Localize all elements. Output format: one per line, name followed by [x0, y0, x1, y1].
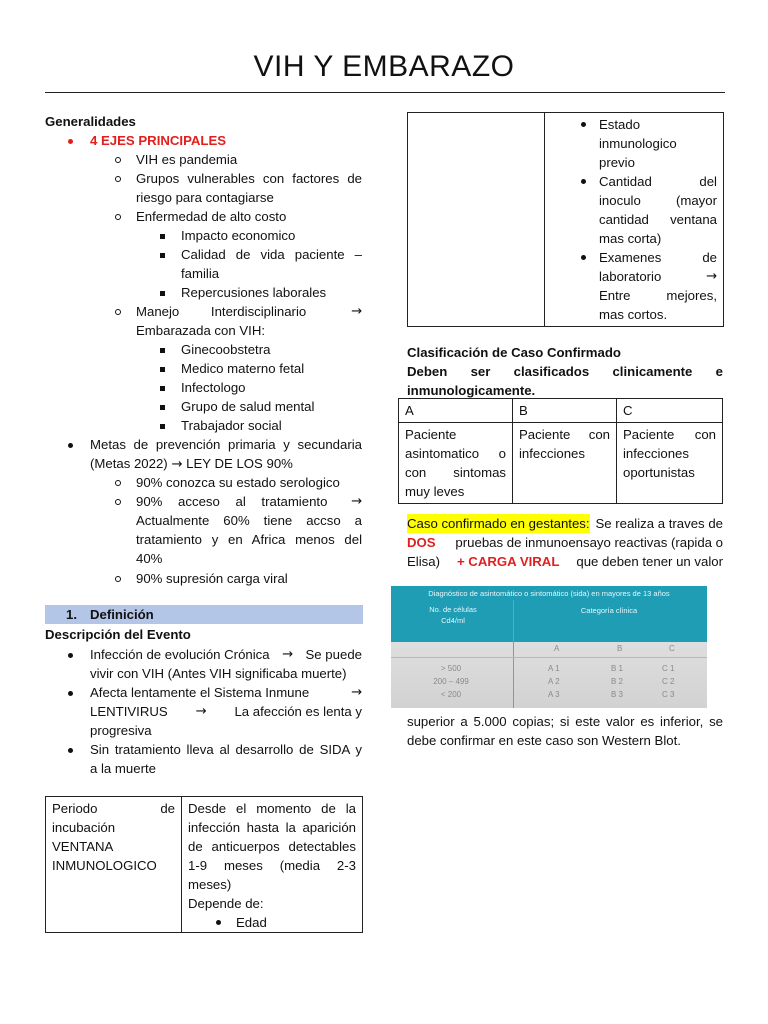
caso-l2-rest: pruebas de inmunoensayo reactivas (rapida o: [455, 535, 723, 550]
figure-cell: C 2: [662, 677, 675, 686]
metas-line-1: Metas de prevención primaria y secundaria: [90, 437, 362, 452]
costo-item-2b: familia: [181, 266, 220, 281]
caso-line-3: [407, 552, 723, 571]
figure-cell: A 1: [548, 664, 560, 673]
definicion-heading: Definición: [90, 607, 154, 622]
generalidades-heading: Generalidades: [45, 114, 136, 129]
metas-year: (Metas 2022): [90, 456, 168, 471]
bullet-circle: [114, 570, 122, 585]
figure-col1-header: [403, 604, 503, 626]
cell-a: [399, 423, 513, 504]
cell-c: [617, 423, 723, 504]
title-rule: [45, 92, 725, 93]
periodo-label-1: Periodo de: [52, 801, 175, 816]
factor-2-l2: inoculo (mayor: [599, 193, 717, 208]
def-b1-text: Infección de evolución Crónica: [90, 647, 270, 662]
arrow-icon: →: [350, 685, 362, 700]
def-b3-line-1: Sin tratamiento lleva al desarrollo de SIDA y: [90, 742, 362, 757]
def-b3-line-2: a la muerte: [90, 761, 156, 776]
def-b1-text-2: Se puede: [305, 647, 362, 662]
arrow-icon: →: [282, 647, 294, 662]
periodo-bullet-edad: [188, 913, 356, 932]
edad-text: Edad: [236, 915, 267, 930]
bullet-square: [158, 417, 166, 432]
caso-carga-viral: + CARGA VIRAL: [456, 554, 560, 569]
factor-3-l4: mas cortos.: [599, 307, 668, 322]
bullet-square: [158, 246, 166, 261]
bullet-square: [158, 360, 166, 375]
arrow-icon: →: [350, 304, 362, 319]
figure-col1-h2: Cd4/ml: [441, 616, 465, 625]
caso-dos: DOS: [407, 535, 436, 550]
arrow-icon: →: [171, 457, 183, 472]
factor-1-l2: inmunologico: [599, 136, 677, 151]
cell-b-1: Paciente con: [519, 427, 610, 442]
factor-estado: [551, 115, 717, 172]
meta-1: 90% conozca su estado serologico: [136, 475, 340, 490]
factor-2-l1: Cantidad del: [599, 174, 717, 189]
manejo-text: Manejo Interdisciplinario: [136, 304, 307, 319]
caso-l1-rest: Se realiza a traves de: [595, 516, 723, 531]
bullet-circle: [114, 303, 122, 318]
manejo-item-1: Ginecoobstetra: [181, 342, 271, 357]
figure-range: < 200: [440, 690, 462, 699]
alto-costo: Enfermedad de alto costo: [136, 209, 287, 224]
meta-2-line-1: [136, 492, 362, 511]
bullet-dot: [581, 179, 586, 184]
def-b2-line-2: [90, 702, 362, 721]
continued-table: [407, 112, 724, 327]
ley-90: LEY DE LOS 90%: [186, 456, 293, 471]
periodo-desc-cell: [182, 797, 363, 933]
header-b: B: [513, 399, 617, 423]
factor-1-l1: Estado: [599, 117, 641, 132]
figure-title: Diagnóstico de asintomático o sintomático (sida) en mayores de 13 años: [428, 589, 670, 598]
factor-2-l3: cantidad ventana: [599, 212, 717, 227]
bullet-dot: [581, 122, 586, 127]
periodo-desc-3: de anticuerpos detectables: [188, 839, 356, 854]
caso-line-2: [407, 533, 723, 552]
caso-line-1: [407, 514, 723, 533]
meta-2-line-3: tratamiento y en Africa menos del: [136, 532, 362, 547]
cell-c-1: Paciente con: [623, 427, 716, 442]
header-a: A: [399, 399, 513, 423]
section-number: 1.: [66, 607, 77, 622]
bullet-circle: [114, 170, 122, 185]
def-b2-line-3: progresiva: [90, 723, 152, 738]
def-b1-line-2: vivir con VIH (Antes VIH significaba muerte): [90, 666, 347, 681]
def-b2-line-1: [90, 683, 362, 702]
cell-a-4: muy leves: [405, 484, 465, 499]
meta-2-text: 90% acceso al tratamiento: [136, 494, 328, 509]
caso-after-2: debe confirmar en este caso son Western Blot.: [407, 733, 681, 748]
bullet-dot: [66, 684, 74, 699]
bullet-dot: [66, 646, 74, 661]
cell-c-2: infecciones: [623, 446, 689, 461]
document-title: VIH Y EMBARAZO: [253, 50, 515, 83]
factor-1-l3: previo: [599, 155, 635, 170]
periodo-table: [45, 796, 363, 933]
clasificacion-table: [398, 398, 723, 504]
clasificacion-sub-2: inmunologicamente.: [407, 383, 536, 398]
bullet-square: [158, 227, 166, 242]
figure-cat-a: A: [554, 644, 560, 653]
periodo-label-cell: [46, 797, 182, 933]
figure-cell: B 1: [611, 664, 624, 673]
meta-2-line-2: Actualmente 60% tiene accso a: [136, 513, 362, 528]
def-b1-line-1: [90, 645, 362, 664]
figure-cell: C 1: [662, 664, 675, 673]
periodo-label-4: INMUNOLOGICO: [52, 858, 157, 873]
caso-highlight: Caso confirmado en gestantes:: [407, 516, 590, 531]
cd4-classification-figure: [391, 586, 707, 708]
clasificacion-sub-1: Deben ser clasificados clinicamente e: [407, 364, 723, 379]
continued-empty-cell: [408, 113, 545, 327]
bullet-circle: [114, 493, 122, 508]
figure-divider: [513, 600, 514, 708]
periodo-label-2: incubación: [52, 820, 116, 835]
bullet-dot: [581, 255, 586, 260]
costo-item-1: Impacto economico: [181, 228, 296, 243]
header-c: C: [617, 399, 723, 423]
figure-col1-h1: No. de células: [429, 605, 477, 614]
manejo-line-2: Embarazada con VIH:: [136, 323, 266, 338]
caso-l3-rest: que deben tener un valor: [576, 554, 723, 569]
cell-a-2: asintomatico o: [405, 446, 506, 461]
bullet-square: [158, 341, 166, 356]
descripcion-heading: Descripción del Evento: [45, 627, 191, 642]
arrow-icon: →: [195, 704, 207, 719]
bullet-dot: [66, 436, 74, 451]
cell-b-2: infecciones: [519, 446, 585, 461]
periodo-desc-4: 1-9 meses (media 2-3: [188, 858, 356, 873]
periodo-desc-1: Desde el momento de la: [188, 801, 356, 816]
metas-line-2: [90, 454, 293, 474]
factor-examenes: [551, 248, 717, 324]
figure-cell: C 3: [662, 690, 675, 699]
arrow-icon: →: [350, 494, 362, 509]
caso-l3-start: Elisa): [407, 554, 440, 569]
periodo-desc-5: meses): [188, 877, 232, 892]
figure-cat-c: C: [669, 644, 675, 653]
manejo-item-3: Infectologo: [181, 380, 246, 395]
grupos-line-2: riesgo para contagiarse: [136, 190, 274, 205]
bullet-square: [158, 379, 166, 394]
factor-2-l4: mas corta): [599, 231, 662, 246]
factor-3-l2: [599, 267, 717, 286]
periodo-label-3: VENTANA: [52, 839, 114, 854]
figure-range: 200 – 499: [433, 677, 469, 686]
bullet-square: [158, 398, 166, 413]
factor-3-l2-text: laboratorio: [599, 269, 662, 284]
costo-item-3: Repercusiones laborales: [181, 285, 327, 300]
figure-col2-header: Categoría clínica: [580, 606, 638, 615]
figure-cell: A 3: [548, 690, 560, 699]
figure-cell: A 2: [548, 677, 560, 686]
meta-3: 90% supresión carga viral: [136, 571, 288, 586]
def-b2-text-2: La afección es lenta y: [234, 704, 362, 719]
def-b2-text: Afecta lentamente el Sistema Inmune: [90, 685, 310, 700]
cell-a-1: Paciente: [405, 427, 457, 442]
bullet-square: [158, 284, 166, 299]
figure-cell: B 3: [611, 690, 624, 699]
manejo-item-5: Trabajador social: [181, 418, 282, 433]
factor-cantidad: [551, 172, 717, 248]
bullet-dot: [216, 920, 221, 925]
bullet-circle: [114, 474, 122, 489]
grupos-line-1: Grupos vulnerables con factores de: [136, 171, 362, 186]
arrow-icon: →: [705, 269, 717, 284]
factor-3-l1: Examenes de: [599, 250, 717, 265]
periodo-desc-6: Depende de:: [188, 896, 264, 911]
continued-bullets-cell: [545, 113, 724, 327]
manejo-line-1: [136, 302, 362, 321]
figure-cell: B 2: [611, 677, 624, 686]
ejes-label: 4 EJES PRINCIPALES: [90, 133, 227, 148]
caso-after-1: superior a 5.000 copias; si este valor es inferior, se: [407, 714, 723, 729]
vih-pandemia: VIH es pandemia: [136, 152, 238, 167]
bullet-dot: [66, 132, 74, 147]
meta-2-line-4: 40%: [136, 551, 163, 566]
lentivirus: LENTIVIRUS: [90, 704, 168, 719]
manejo-item-2: Medico materno fetal: [181, 361, 305, 376]
bullet-circle: [114, 151, 122, 166]
figure-range: > 500: [440, 664, 462, 673]
manejo-item-4: Grupo de salud mental: [181, 399, 315, 414]
bullet-circle: [114, 208, 122, 223]
periodo-desc-2: infección hasta la aparición: [188, 820, 356, 835]
cell-b: [513, 423, 617, 504]
clasificacion-heading: Clasificación de Caso Confirmado: [407, 345, 621, 360]
figure-divider: [391, 657, 707, 658]
cell-a-3: con sintomas: [405, 465, 506, 480]
bullet-dot: [66, 741, 74, 756]
cell-c-3: oportunistas: [623, 465, 695, 480]
factor-3-l3: Entre mejores,: [599, 288, 717, 303]
costo-item-2: Calidad de vida paciente –: [181, 247, 362, 262]
figure-cat-b: B: [617, 644, 623, 653]
